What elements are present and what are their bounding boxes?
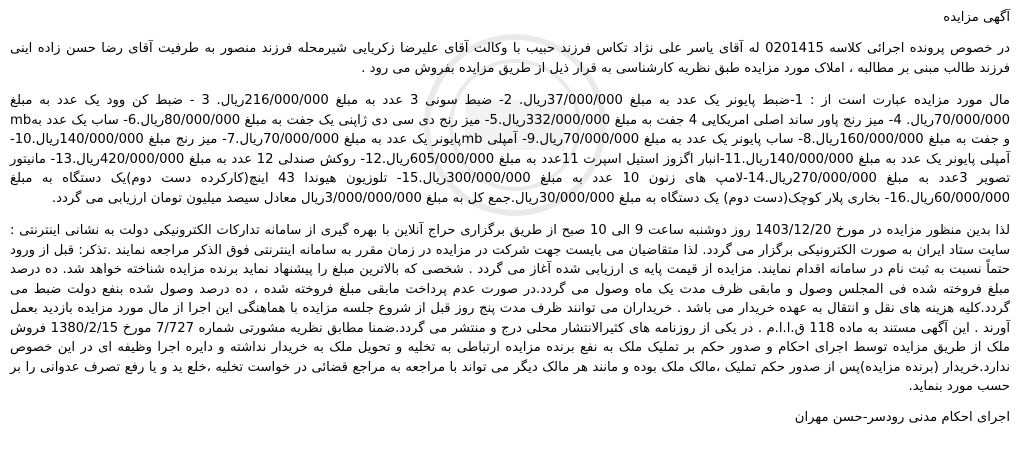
notice-paragraph-terms: لذا بدین منظور مزایده در مورخ 1403/12/20 روز دوشنبه ساعت 9 الی 10 صبح از طریق برگزاری حراج آنلاین با بهره گیری از سامانه تدارکات الکترونیکی دولت به نشانی اینترنتی : سایت ستاد ایران به صورت الکترونیکی برگزار می گردد. لذا متقاضیان می بایست جهت شرکت در مزایده در زمان مقرر به سامانه اینترنتی فوق الذکر مراجعه نمایند .تذکر: قبل از ورود حتماً نسبت به ثبت نام در سامانه اقدام نمایند. مزایده از قیمت پایه ی ارزیابی شده آغاز می گردد . شخصی که بالاترین مبلغ را پیشنهاد نماید برنده مزایده شناخته خواهد شد. ده درصد مبلغ فروخته شده فی المجلس وصول و مابقی ظرف مدت یک ماه وصول می گردد.در صورت عدم پرداخت مابقی مبلغ فروخته شده ، ده درصد وصول شده بنفع دولت ضبط می گردد.کلیه هزینه های نقل و انتقال به عهده خریدار می باشد . خریداران می توانند ظرف مدت پنج روز قبل از شروع جلسه مزایده با هماهنگی این اجرا از مال مورد مزایده بازدید بعمل آورند . این آگهی مستند به ماده 118 ق.ا.ا.م . در یکی از روزنامه های کثیرالانتشار محلی درج و منتشر می گردد.ضمنا مطابق نظریه مشورتی شماره 7/727 مورخ 1380/2/15 فروش ملک از طریق مزایده توسط اجرای احکام و صدور حکم بر تملیک ملک به نفع برنده مزایده ارتباطی به تخلیه و تحویل ملک به خریدار نداشته و دایره اجرا وظیفه ای در این خصوص ندارد.خریدار (برنده مزایده)پس از صدور حکم تملیک ،مالک ملک بوده و مانند هر مالک دیگر می تواند با مراجعه به مراجع قضائی در خواست تخلیه ،خلع ید و یا رفع تصرف عدوانی را بر حسب مورد بنماید. — [10, 223, 1010, 394]
notice-paragraph-intro: در خصوص پرونده اجرائی کلاسه 0201415 له آقای یاسر علی نژاد تکاس فرزند حبیب با وکالت آقای علیرضا زکریایی شیرمحله فرزند منصور به طرفیت آقای رضا حسن زاده اینی فرزند طالب مبنی بر مطالبه ، املاک مورد مزایده طبق نظریه کارشناسی به قرار ذیل از طریق مزایده بفروش می رود . — [10, 41, 1011, 76]
notice-signature: اجرای احکام مدنی رودسر-حسن مهران — [794, 409, 1010, 425]
notice-paragraph-items: مال مورد مزایده عبارت است از : 1-ضبط پایونر یک عدد به مبلغ 37/000/000ریال. 2- ضبط سونی 3 عدد به مبلغ 216/000/000ریال. 3 - ضبط کن وود یک عدد به مبلغ 70/000/000ریال. 4- میز رنج پاور ساند اصلی امریکایی 4 جفت به مبلغ 332/000/000ریال.5- میز رنج دی سی دی ژاپنی یک جفت به مبلغ 80/000/000ریال.6- ساب یک عدد بهmb و جفت به مبلغ 160/000/000ریال.8- ساب پایونر یک عدد به مبلغ 70/000/000ریال.9- آمپلی mbپایونر یک عدد به مبلغ 70/000/000ریال.7- میز رنج مبلغ 140/000/000ریال.10- آمپلی پایونر یک عدد به مبلغ 140/000/000ریال.11-انبار اگزوز استیل اسپرت 11عدد به مبلغ 605/000/000ریال.12- روکش صندلی 12 عدد به مبلغ 420/000/000ریال.13- مانیتور تصویر 3عدد به مبلغ 270/000/000ریال.14-لامپ های زنون 10 عدد به مبلغ 300/000/000ریال.15- تلوزیون هیوندا 43 اینچ(کارکرده دست دوم)یک دستگاه به مبلغ 60/000/000ریال.16- بخاری پلار کوچک(دست دوم) یک دستگاه به مبلغ 30/000/000ریال.جمع کل به مبلغ 3/000/000/000ریال معادل سیصد میلیون تومان ارزیابی می گردد. — [10, 93, 1011, 206]
notice-title: آگهی مزایده — [943, 10, 1010, 25]
